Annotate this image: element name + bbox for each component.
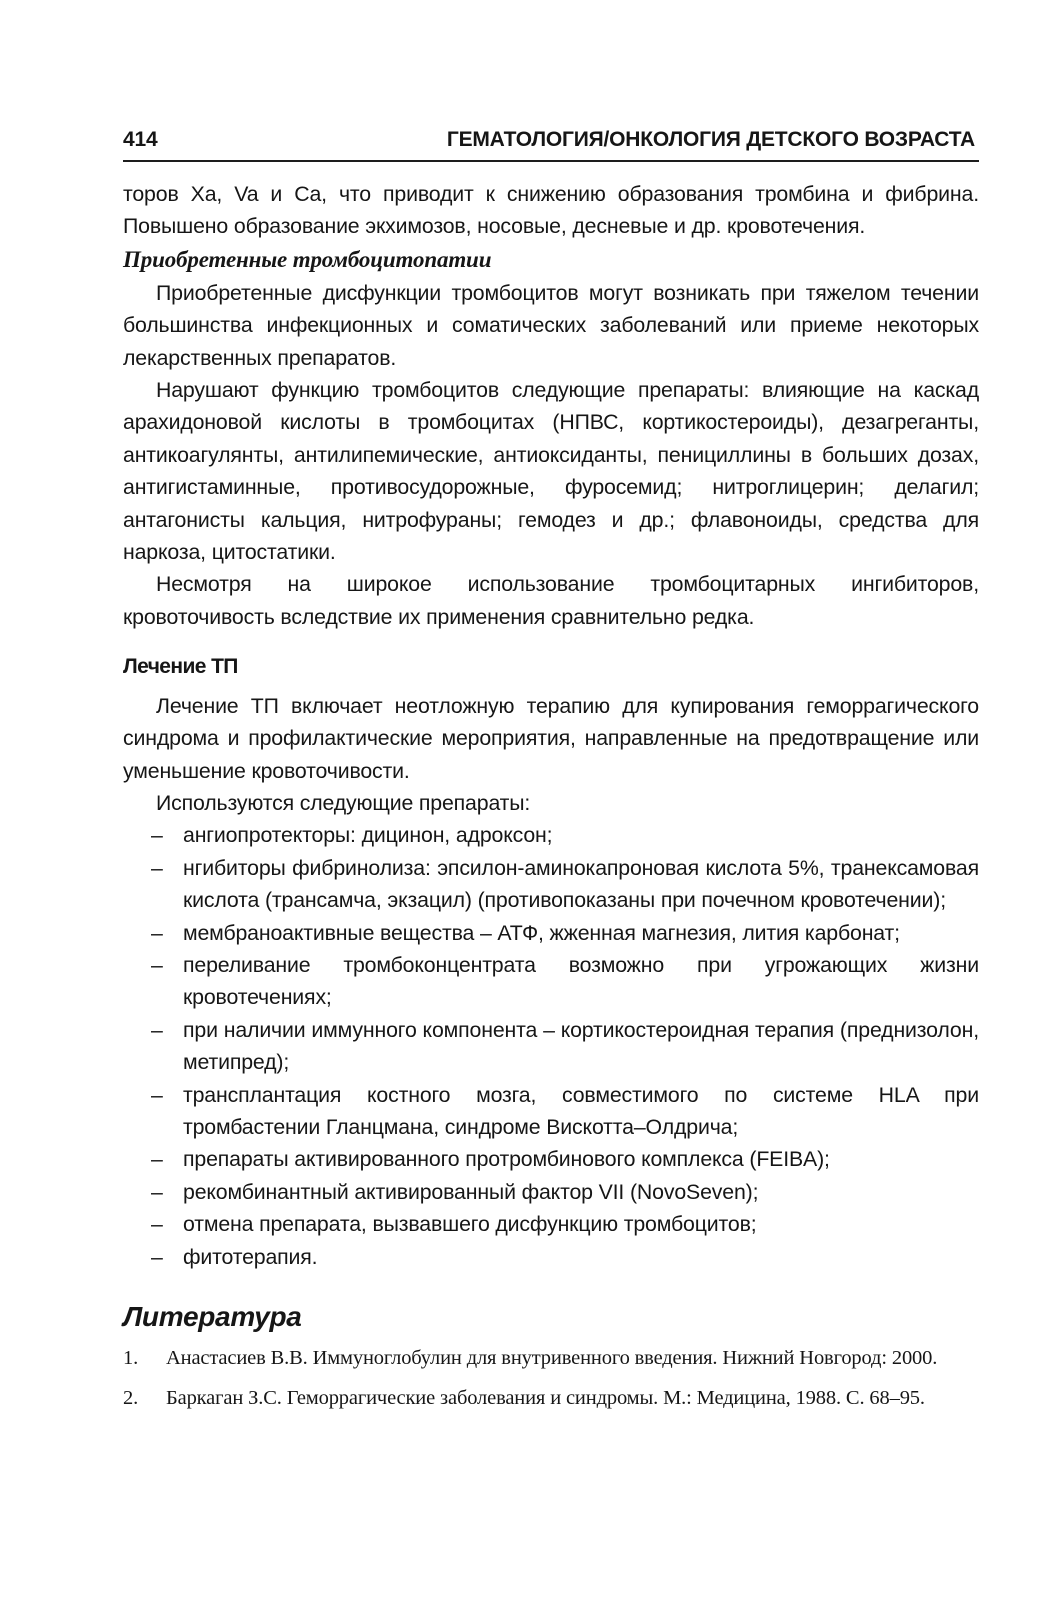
- reference-item: [123, 1343, 979, 1373]
- list-dash: –: [151, 920, 163, 945]
- list-dash: –: [151, 1147, 163, 1172]
- list-dash: –: [151, 1212, 163, 1237]
- list-dash: –: [151, 823, 163, 848]
- acquired-paragraph: Нарушают функцию тромбоцитов следующие препараты: влияющие на каскад арахидоновой кислоты в тромбоцитах (НПВС, кортикостероиды), дезагреганты, антикоагулянты, антилипемические, антиоксиданты, пенициллины в больших дозах, антигистаминные, противосудорожные, фуросемид; нитроглицерин; делагил; антагонисты кальция, нитрофураны; гемодез и др.; флавоноиды, средства для наркоза, цитостатики.: [123, 378, 979, 565]
- reference-text: Анастасиев В.В. Иммуноглобулин для внутривенного введения. Нижний Новгород: 2000.: [166, 1347, 938, 1370]
- list-item: – трансплантация костного мозга, совместимого по системе HLA при тромбастении Гланцмана, синдроме Вискотта–Олдрича;: [183, 1079, 979, 1144]
- list-item: – ангиопротекторы: дицинон, адроксон;: [183, 819, 979, 851]
- treatment-paragraph: Лечение ТП включает неотложную терапию для купирования геморрагического синдрома и профилактические мероприятия, направленные на предотвращение или уменьшение кровоточивости.: [123, 693, 979, 783]
- reference-list: [123, 1343, 979, 1413]
- intro-paragraph: торов Xa, Va и Ca, что приводит к снижению образования тромбина и фибрина. Повышено образование экхимозов, носовые, десневые и др. кровотечения.: [123, 182, 979, 239]
- list-dash: –: [151, 855, 163, 880]
- reference-item: [123, 1383, 979, 1413]
- page-body: [123, 178, 979, 1423]
- list-item: – рекомбинантный активированный фактор VII (NovoSeven);: [183, 1176, 979, 1208]
- list-dash: –: [151, 1244, 163, 1269]
- list-item: – нгибиторы фибринолиза: эпсилон-аминокапроновая кислота 5%, транексамовая кислота (трансамча, экзацил) (противопоказаны при почечном кровотечении);: [183, 852, 979, 917]
- drug-list: [123, 819, 979, 1273]
- reference-text: Баркаган З.С. Геморрагические заболевания и синдромы. М.: Медицина, 1988. С. 68–95.: [166, 1387, 925, 1410]
- running-title: ГЕМАТОЛОГИЯ/ОНКОЛОГИЯ ДЕТСКОГО ВОЗРАСТА: [446, 128, 975, 151]
- list-dash: –: [151, 952, 163, 977]
- running-head: [123, 128, 975, 152]
- list-item: – фитотерапия.: [183, 1241, 979, 1273]
- literature-heading: Литература: [123, 1301, 302, 1332]
- reference-number: 1.: [123, 1347, 139, 1370]
- page-number: 414: [123, 128, 158, 151]
- acquired-heading: Приобретенные тромбоцитопатии: [123, 246, 492, 272]
- treatment-heading: Лечение ТП: [123, 655, 238, 679]
- list-dash: –: [151, 1017, 163, 1042]
- list-dash: –: [151, 1179, 163, 1204]
- list-intro: Используются следующие препараты:: [156, 790, 531, 815]
- acquired-paragraph: Приобретенные дисфункции тромбоцитов могут возникать при тяжелом течении большинства инфекционных и соматических заболеваний или приеме некоторых лекарственных препаратов.: [123, 280, 979, 370]
- list-item: – при наличии иммунного компонента – кортикостероидная терапия (преднизолон, метипред);: [183, 1014, 979, 1079]
- list-item: – мембраноактивные вещества – АТФ, жженная магнезия, лития карбонат;: [183, 917, 979, 949]
- acquired-paragraph: Несмотря на широкое использование тромбоцитарных ингибиторов, кровоточивость вследствие их применения сравнительно редка.: [123, 572, 979, 629]
- reference-number: 2.: [123, 1387, 139, 1410]
- list-item: – переливание тромбоконцентрата возможно при угрожающих жизни кровотечениях;: [183, 949, 979, 1014]
- header-rule: [123, 160, 979, 162]
- list-dash: –: [151, 1082, 163, 1107]
- list-item: – отмена препарата, вызвавшего дисфункцию тромбоцитов;: [183, 1208, 979, 1240]
- list-item: – препараты активированного протромбинового комплекса (FEIBA);: [183, 1143, 979, 1175]
